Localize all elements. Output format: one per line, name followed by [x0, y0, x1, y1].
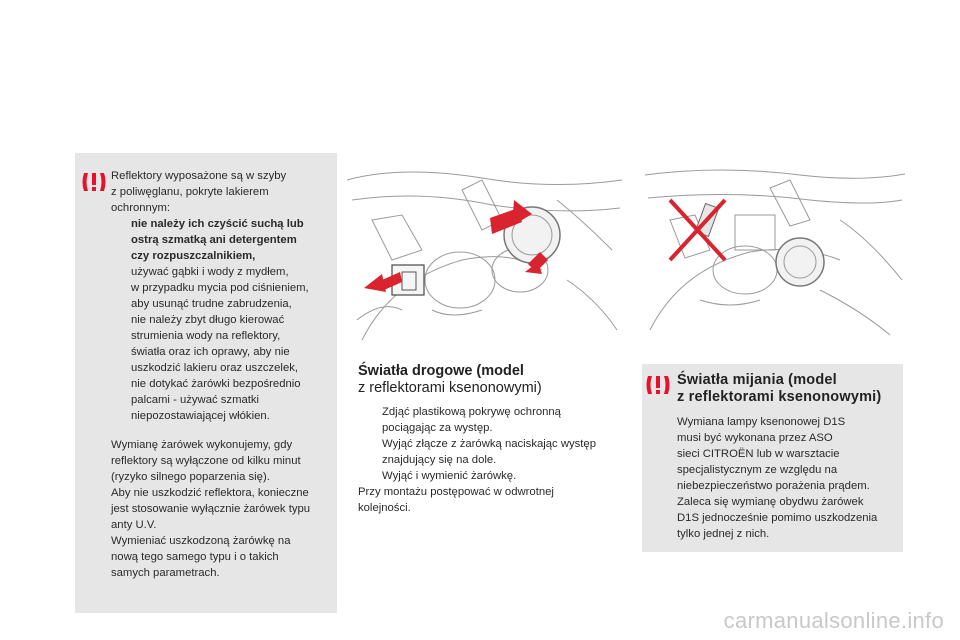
bullet-line: w przypadku mycia pod ciśnieniem, [131, 282, 309, 294]
bullet-line: nie należy ich czyścić suchą lub [131, 218, 304, 230]
left-text [111, 168, 336, 581]
bullet-line: palcami - używać szmatki [131, 394, 260, 406]
list-item [362, 468, 632, 484]
headlamp-illustration-high-beam [342, 160, 627, 352]
right-text [677, 414, 902, 542]
warning-icon [82, 171, 106, 193]
bullet-line: czy rozpuszczalnikiem, [131, 250, 256, 262]
para-line: jest stosowanie wyłącznie żarówek typu [111, 503, 311, 515]
para-line: tylko jednej z nich. [677, 528, 770, 540]
title-line: z reflektorami ksenonowymi) [677, 389, 882, 405]
para-line: sieci CITROËN lub w warsztacie [677, 448, 840, 460]
list-item [362, 404, 632, 436]
list-item [111, 376, 336, 424]
mid-text [358, 404, 632, 516]
title-line: Światła mijania (model [677, 372, 837, 388]
section-title-low-beam [677, 372, 902, 406]
para-line: Zaleca się wymianę obydwu żarówek [677, 496, 864, 508]
bullet-line: światła oraz ich oprawy, aby nie [131, 346, 290, 358]
para-line: musi być wykonana przez ASO [677, 432, 833, 444]
para-line: (ryzyko silnego poparzenia się). [111, 471, 270, 483]
para-line: Wymieniać uszkodzoną żarówkę na [111, 535, 291, 547]
bullet-line: Zdjąć plastikową pokrywę ochronną [382, 406, 561, 418]
title-line: z reflektorami ksenonowymi) [358, 380, 542, 396]
para-line: reflektory są wyłączone od kilku minut [111, 455, 301, 467]
bullet-line: niepozostawiającej włókien. [131, 410, 270, 422]
para-line: Wymiana lampy ksenonowej D1S [677, 416, 846, 428]
headlamp-illustration-low-beam [640, 160, 910, 340]
bullet-line: Wyjąć i wymienić żarówkę. [382, 470, 517, 482]
intro-line: Reflektory wyposażone są w szyby [111, 170, 287, 182]
para-line: anty U.V. [111, 519, 157, 531]
para-line: specjalistycznym ze względu na [677, 464, 838, 476]
bullet-line: uszkodzić lakieru oraz uszczelek, [131, 362, 299, 374]
bullet-line: pociągając za występ. [382, 422, 493, 434]
bullet-line: ostrą szmatką ani detergentem [131, 234, 297, 246]
bullet-line: strumienia wody na reflektory, [131, 330, 281, 342]
para-line: Przy montażu postępować w odwrotnej [358, 486, 554, 498]
list-item [111, 216, 336, 264]
bullet-line: aby usunąć trudne zabrudzenia, [131, 298, 292, 310]
bullet-line: używać gąbki i wody z mydłem, [131, 266, 289, 278]
bullet-line: nie dotykać żarówki bezpośrednio [131, 378, 301, 390]
warning-icon [646, 374, 670, 396]
bullet-line: nie należy zbyt długo kierować [131, 314, 285, 326]
para-line: niebezpieczeństwo porażenia prądem. [677, 480, 870, 492]
list-item [111, 280, 336, 376]
para-line: Wymianę żarówek wykonujemy, gdy [111, 439, 293, 451]
list-item [111, 264, 336, 280]
bullet-line: znajdujący się na dole. [382, 454, 497, 466]
watermark: carmanualsonline.info [723, 608, 944, 633]
para-line: D1S jednocześnie pomimo uszkodzenia [677, 512, 878, 524]
list-item [362, 436, 632, 468]
intro-line: z poliwęglanu, pokryte lakierem [111, 186, 269, 198]
title-line-bold: Światła drogowe (model [358, 363, 524, 379]
section-title-high-beam [358, 363, 628, 397]
bullet-line: Wyjąć złącze z żarówką naciskając występ [382, 438, 596, 450]
para-line: Aby nie uszkodzić reflektora, konieczne [111, 487, 309, 499]
para-line: nową tego samego typu i o takich [111, 551, 279, 563]
intro-line: ochronnym: [111, 202, 171, 214]
para-line: samych parametrach. [111, 567, 220, 579]
para-line: kolejności. [358, 502, 411, 514]
